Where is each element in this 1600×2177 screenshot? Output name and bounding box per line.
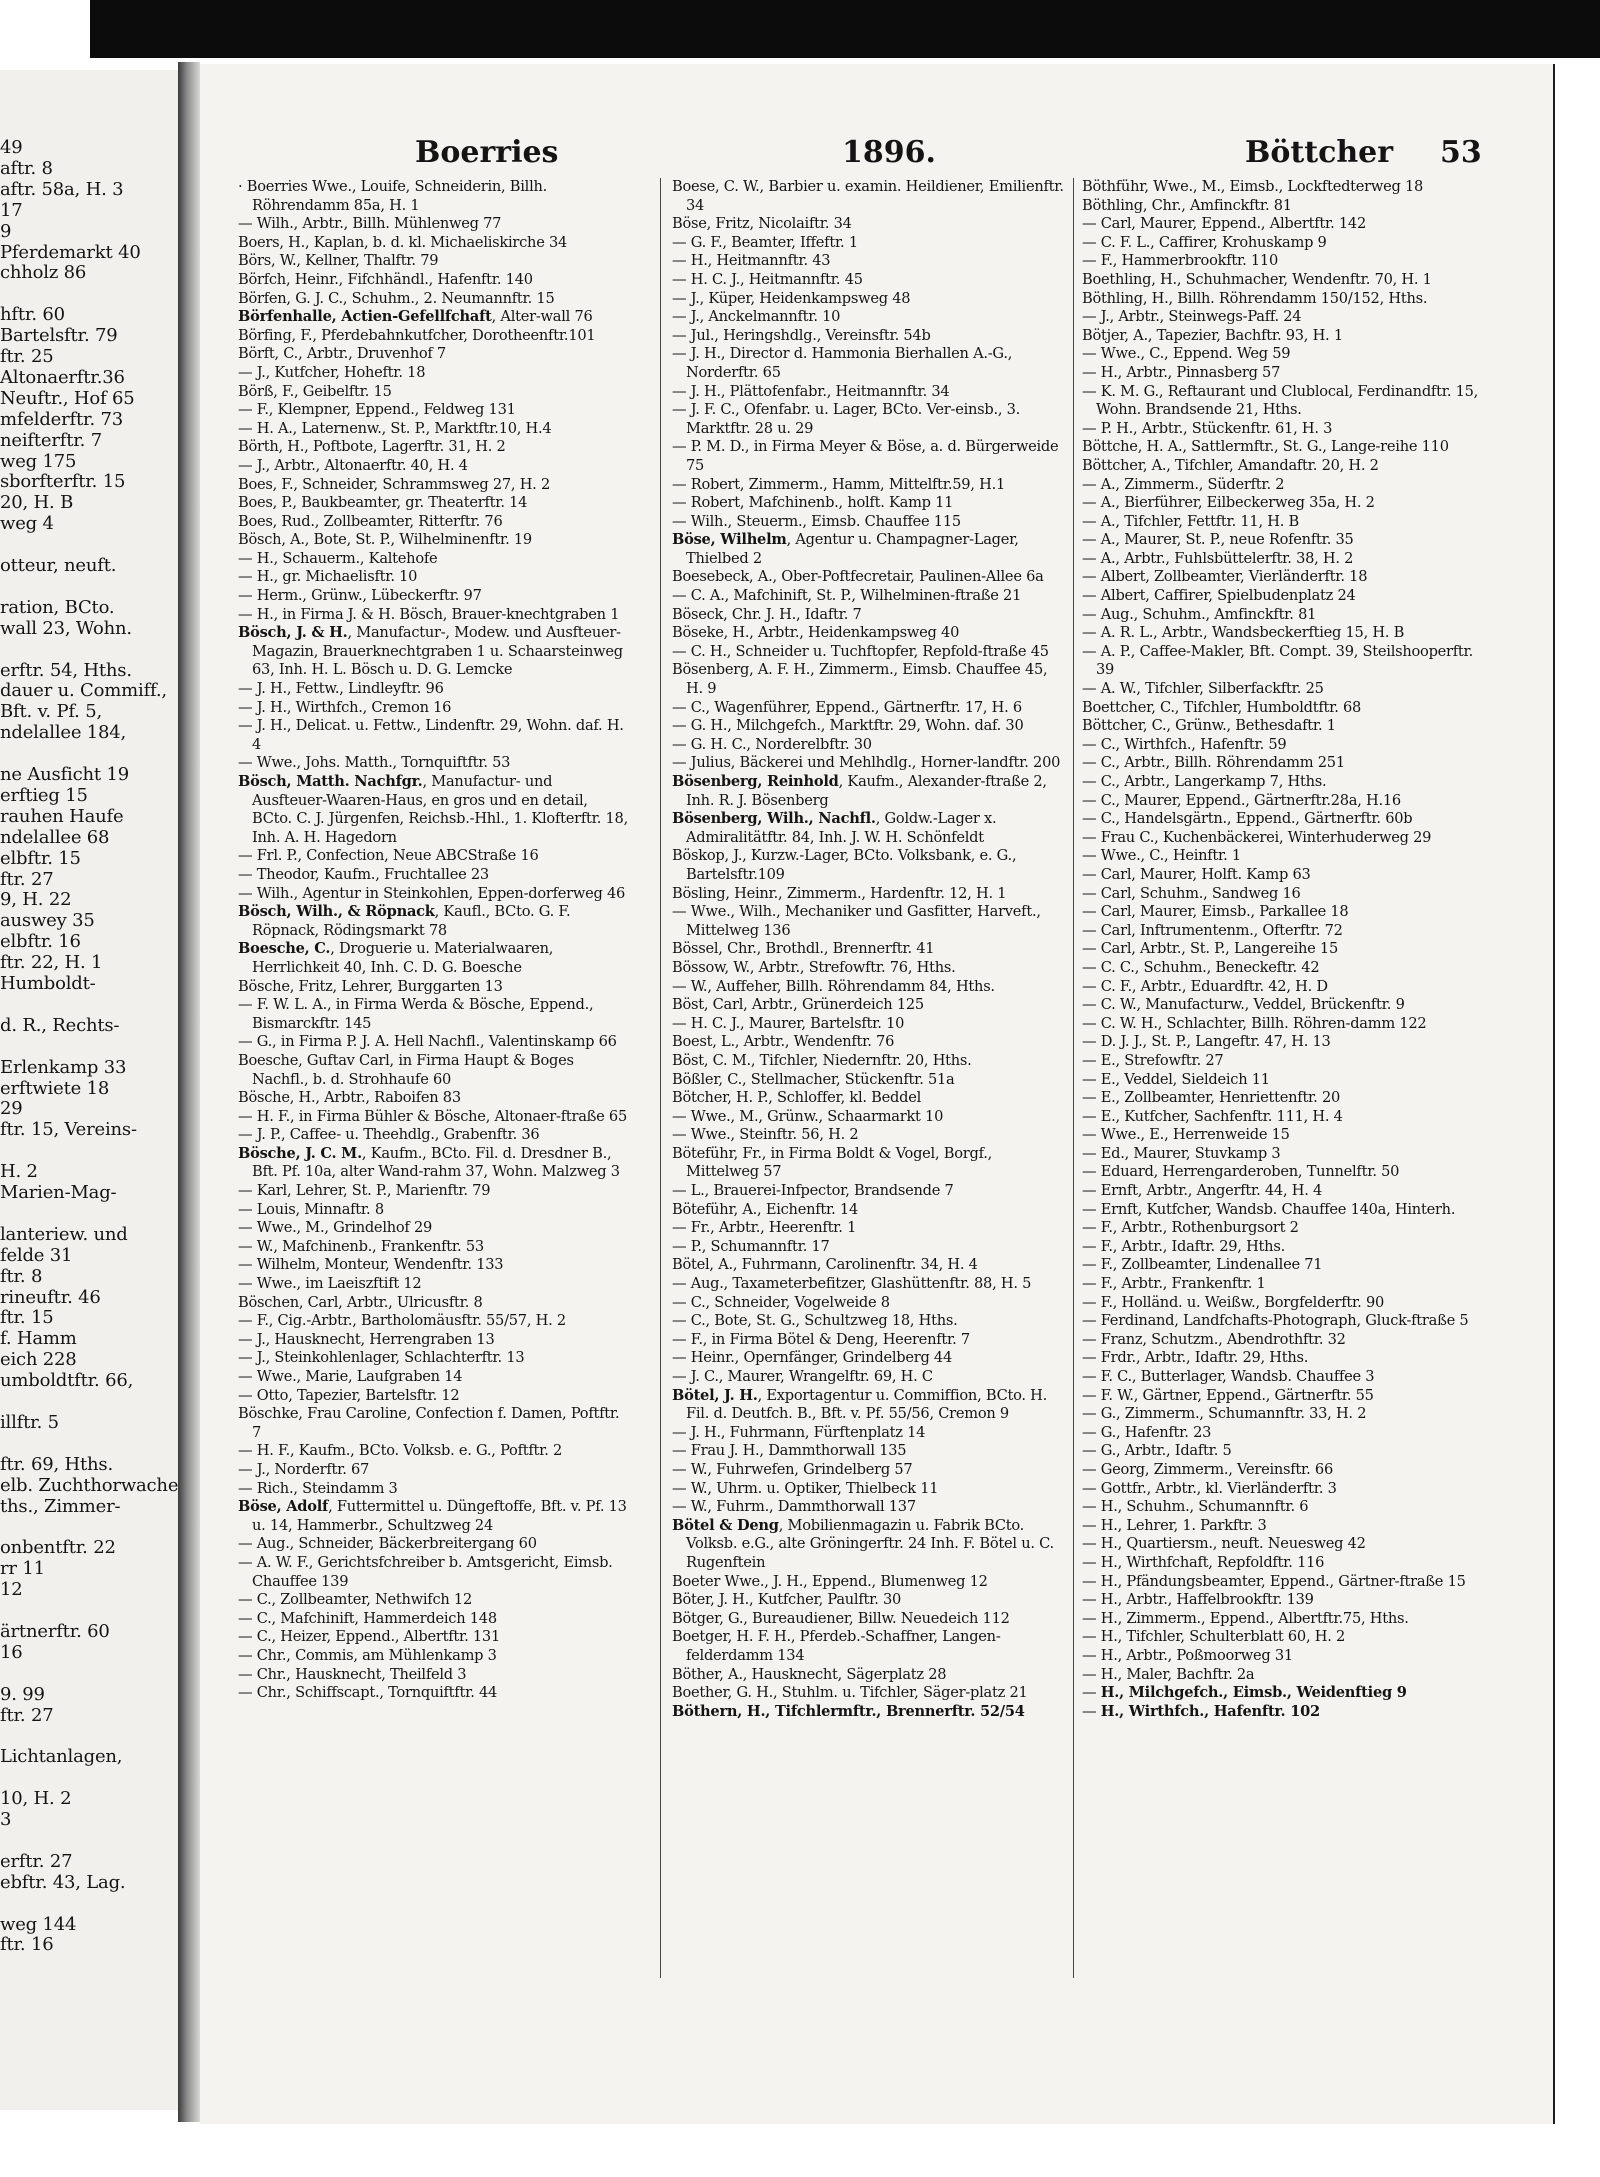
left-page-line: erftieg 15 xyxy=(0,784,88,806)
directory-entry: — C. W. H., Schlachter, Billh. Röhren-damm 122 xyxy=(1082,1014,1427,1032)
left-page-line: 9, H. 22 xyxy=(0,889,72,911)
directory-entry: Böse, Wilhelm, Agentur u. Champagner-Lager, Thielbed 2 xyxy=(672,531,1019,567)
left-page-line: auswey 35 xyxy=(0,910,95,932)
directory-entry: — Wwe., E., Herrenweide 15 xyxy=(1082,1126,1290,1144)
directory-entry: — P. M. D., in Firma Meyer & Böse, a. d. Bürgerweide 75 xyxy=(672,438,1059,474)
directory-entry: Boers, H., Kaplan, b. d. kl. Michaeliskirche 34 xyxy=(238,233,568,251)
directory-entry: — E., Zollbeamter, Henriettenftr. 20 xyxy=(1082,1089,1341,1107)
directory-entry: — J. H., Wirthfch., Cremon 16 xyxy=(238,698,452,716)
left-page-line: aftr. 58a, H. 3 xyxy=(0,178,124,200)
directory-entry: Bösling, Heinr., Zimmerm., Hardenftr. 12, H. 1 xyxy=(672,884,1007,902)
directory-entry: — Frau J. H., Dammthorwall 135 xyxy=(672,1442,907,1460)
directory-entry: — W., Uhrm. u. Optiker, Thielbeck 11 xyxy=(672,1479,939,1497)
directory-entry: — Karl, Lehrer, St. P., Marienftr. 79 xyxy=(238,1182,491,1200)
directory-entry: — H., Wirthfchaft, Repfoldftr. 116 xyxy=(1082,1553,1325,1571)
directory-entry: — F., Arbtr., Idaftr. 29, Hths. xyxy=(1082,1237,1285,1255)
directory-entry: Bötel, A., Fuhrmann, Carolinenftr. 34, H. 4 xyxy=(672,1256,978,1274)
directory-entry: Börß, F., Geibelftr. 15 xyxy=(238,382,392,400)
left-page-line: f. Hamm xyxy=(0,1328,77,1350)
directory-entry: Bösch, A., Bote, St. P., Wilhelminenftr. 19 xyxy=(238,531,532,549)
directory-entry: — F., in Firma Bötel & Deng, Heerenftr. 7 xyxy=(672,1330,970,1348)
directory-entry: — C., Maurer, Eppend., Gärtnerftr.28a, H.16 xyxy=(1082,791,1401,809)
directory-entry: — Wwe., Johs. Matth., Tornquiftftr. 53 xyxy=(238,754,511,772)
directory-entry: Böskop, J., Kurzw.-Lager, BCto. Volksbank, e. G., Bartelsftr.109 xyxy=(672,847,1017,883)
directory-entry: — F., Zollbeamter, Lindenallee 71 xyxy=(1082,1256,1323,1274)
directory-entry: — C., Wirthfch., Hafenftr. 59 xyxy=(1082,735,1287,753)
directory-entry: — Wilh., Agentur in Steinkohlen, Eppen-dorferweg 46 xyxy=(238,884,626,902)
directory-entry: — C., Zollbeamter, Nethwifch 12 xyxy=(238,1591,472,1609)
left-page-line: Bartelsftr. 79 xyxy=(0,325,118,347)
directory-entry: — C., Wagenführer, Eppend., Gärtnerftr. 17, H. 6 xyxy=(672,698,1022,716)
directory-entry: Boesebeck, A., Ober-Poftfecretair, Paulinen-Allee 6a xyxy=(672,568,1044,586)
directory-entry: Börs, W., Kellner, Thalftr. 79 xyxy=(238,252,439,270)
left-page-line: ftr. 15, Vereins- xyxy=(0,1119,137,1141)
directory-entry: — Albert, Zollbeamter, Vierländerftr. 18 xyxy=(1082,568,1368,586)
directory-entry: Bösche, Fritz, Lehrer, Burggarten 13 xyxy=(238,977,503,995)
left-page-line: ftr. 22, H. 1 xyxy=(0,952,103,974)
directory-entry: — C. H., Schneider u. Tuchftopfer, Repfold-ftraße 45 xyxy=(672,642,1049,660)
directory-entry: Börfenhalle, Actien-Gefellfchaft, Alter-wall 76 xyxy=(238,308,593,326)
left-page-line: illftr. 5 xyxy=(0,1411,59,1433)
left-page-line: Lichtanlagen, xyxy=(0,1746,123,1768)
directory-entry: — Carl, Maurer, Holft. Kamp 63 xyxy=(1082,865,1311,883)
directory-entry: — Wwe., M., Grünw., Schaarmarkt 10 xyxy=(672,1107,944,1125)
directory-entry: — C. F. L., Caffirer, Krohuskamp 9 xyxy=(1082,233,1327,251)
directory-entry: Boes, P., Baukbeamter, gr. Theaterftr. 14 xyxy=(238,494,528,512)
column-divider xyxy=(660,178,661,1978)
directory-entry: — H., Wirthfch., Hafenftr. 102 xyxy=(1082,1702,1320,1720)
directory-entry: — Chr., Commis, am Mühlenkamp 3 xyxy=(238,1646,497,1664)
directory-entry: — C., Heizer, Eppend., Albertftr. 131 xyxy=(238,1628,500,1646)
directory-entry: — L., Brauerei-Infpector, Brandsende 7 xyxy=(672,1182,954,1200)
left-page-line: H. 2 xyxy=(0,1161,38,1183)
directory-entry: Böthführ, Wwe., M., Eimsb., Lockftedterweg 18 xyxy=(1082,178,1424,195)
directory-entry: — W., Mafchinenb., Frankenftr. 53 xyxy=(238,1237,484,1255)
left-page-line: umboldtftr. 66, xyxy=(0,1370,134,1392)
directory-entry: — Wwe., Marie, Laufgraben 14 xyxy=(238,1368,463,1385)
directory-entry: Boettcher, C., Tifchler, Humboldtftr. 68 xyxy=(1082,698,1362,716)
left-page-line: Neuftr., Hof 65 xyxy=(0,387,135,409)
left-page-line: ftr. 15 xyxy=(0,1307,54,1329)
directory-entry: Bötel & Deng, Mobilienmagazin u. Fabrik BCto. Volksb. e.G., alte Gröningerftr. 24 Inh. F. Bötel u. C. Rugenftein xyxy=(672,1516,1054,1571)
directory-entry: — G., Zimmerm., Schumannftr. 33, H. 2 xyxy=(1082,1405,1367,1423)
left-page-line: 9 xyxy=(0,220,12,242)
directory-entry: — Carl, Maurer, Eimsb., Parkallee 18 xyxy=(1082,903,1349,921)
directory-entry: — Carl, Inftrumentenm., Ofterftr. 72 xyxy=(1082,921,1343,939)
directory-entry: — G., Arbtr., Idaftr. 5 xyxy=(1082,1442,1232,1460)
left-page-line: ftr. 25 xyxy=(0,346,54,367)
directory-entry: — A. W. F., Gerichtsfchreiber b. Amtsgericht, Eimsb. Chauffee 139 xyxy=(238,1553,613,1590)
directory-entry: — W., Auffeher, Billh. Röhrendamm 84, Hths. xyxy=(672,977,995,995)
directory-entry: — J. P., Caffee- u. Theehdlg., Grabenftr. 36 xyxy=(238,1126,540,1144)
directory-entry: — Wwe., M., Grindelhof 29 xyxy=(238,1219,433,1237)
left-page-line: 9. 99 xyxy=(0,1683,45,1705)
directory-entry: — Robert, Mafchinenb., holft. Kamp 11 xyxy=(672,494,954,512)
directory-entry: — H., Tifchler, Schulterblatt 60, H. 2 xyxy=(1082,1628,1346,1646)
left-page-line: elb. Zuchthorwache xyxy=(0,1474,179,1496)
left-page-line: weg 4 xyxy=(0,513,54,535)
directory-entry: Böttche, H. A., Sattlermftr., St. G., Lange-reihe 110 xyxy=(1082,438,1449,456)
left-page-line: onbentftr. 22 xyxy=(0,1537,116,1559)
left-page-line: lanteriew. und xyxy=(0,1223,128,1245)
directory-entry: — H., Heitmannftr. 43 xyxy=(672,252,831,270)
directory-entry: — Eduard, Herrengarderoben, Tunnelftr. 50 xyxy=(1082,1163,1400,1181)
directory-entry: — Robert, Zimmerm., Hamm, Mittelftr.59, H.1 xyxy=(672,475,1006,493)
left-page-line: 10, H. 2 xyxy=(0,1788,72,1810)
directory-entry: — Louis, Minnaftr. 8 xyxy=(238,1200,384,1218)
directory-entry: — A., Tifchler, Fettftr. 11, H. B xyxy=(1082,512,1299,530)
directory-entry: — G., Hafenftr. 23 xyxy=(1082,1423,1212,1441)
left-page-line: ebftr. 43, Lag. xyxy=(0,1871,126,1893)
directory-entry: — H., Arbtr., Haffelbrookftr. 139 xyxy=(1082,1591,1314,1609)
directory-entry: — F., Arbtr., Rothenburgsort 2 xyxy=(1082,1219,1299,1237)
directory-entry: — H. A., Laternenw., St. P., Marktftr.10, H.4 xyxy=(238,419,552,437)
left-page-line: neifterftr. 7 xyxy=(0,429,102,451)
directory-entry: — K. M. G., Reftaurant und Clublocal, Ferdinandftr. 15, Wohn. Brandsende 21, Hths. xyxy=(1082,382,1479,419)
directory-entry: — F., Hammerbrookftr. 110 xyxy=(1082,252,1278,270)
left-page-line: weg 175 xyxy=(0,450,77,472)
directory-entry: — J. H., Fuhrmann, Fürftenplatz 14 xyxy=(672,1423,926,1441)
directory-entry: — W., Fuhrwefen, Grindelberg 57 xyxy=(672,1460,913,1478)
directory-entry: — A. R. L., Arbtr., Wandsbeckerftieg 15, H. B xyxy=(1082,624,1405,642)
directory-entry: Bösche, J. C. M., Kaufm., BCto. Fil. d. Dresdner B., Bft. Pf. 10a, alter Wand-rahm 37, Wohn. Malzweg 3 xyxy=(238,1144,620,1181)
left-page-line: rineuftr. 46 xyxy=(0,1286,101,1308)
directory-entry: — J., Kutfcher, Hoheftr. 18 xyxy=(238,363,426,381)
directory-entry: — C., Handelsgärtn., Eppend., Gärtnerftr. 60b xyxy=(1082,810,1413,828)
directory-entry: — Fr., Arbtr., Heerenftr. 1 xyxy=(672,1219,857,1237)
directory-entry: — Frdr., Arbtr., Idaftr. 29, Hths. xyxy=(1082,1349,1309,1367)
directory-entry: Bössow, W., Arbtr., Strefowftr. 76, Hths. xyxy=(672,958,956,976)
left-page-line: ths., Zimmer- xyxy=(0,1495,121,1517)
directory-entry: — Carl, Maurer, Eppend., Albertftr. 142 xyxy=(1082,215,1367,233)
left-page-line: ärtnerftr. 60 xyxy=(0,1620,110,1642)
directory-entry: — C. F., Arbtr., Eduardftr. 42, H. D xyxy=(1082,977,1328,995)
directory-entry: — H., Arbtr., Poßmoorweg 31 xyxy=(1082,1646,1293,1664)
directory-entry: — J. H., Delicat. u. Fettw., Lindenftr. 29, Wohn. daf. H. 4 xyxy=(238,717,624,753)
directory-entry: Börfch, Heinr., Fifchhändl., Hafenftr. 140 xyxy=(238,270,533,288)
directory-entry: — A. P., Caffee-Makler, Bft. Compt. 39, Steilshooperftr. 39 xyxy=(1082,642,1474,679)
left-page-line: hftr. 60 xyxy=(0,304,65,326)
left-page-line: elbftr. 16 xyxy=(0,931,81,953)
directory-entry: — E., Kutfcher, Sachfenftr. 111, H. 4 xyxy=(1082,1107,1343,1125)
left-page-line: ftr. 16 xyxy=(0,1934,54,1956)
directory-entry: — J., Steinkohlenlager, Schlachterftr. 13 xyxy=(238,1349,525,1367)
directory-entry: — Jul., Heringshdlg., Vereinsftr. 54b xyxy=(672,326,931,344)
header-left-catchword: Boerries xyxy=(415,135,559,170)
directory-entry: — Julius, Bäckerei und Mehlhdlg., Horner-landftr. 200 xyxy=(672,754,1061,772)
directory-entry: — Frau C., Kuchenbäckerei, Winterhuderweg 29 xyxy=(1082,828,1432,846)
directory-entry: Börfen, G. J. C., Schuhm., 2. Neumannftr. 15 xyxy=(238,289,555,307)
directory-entry: — F., Holländ. u. Weißw., Borgfelderftr. 90 xyxy=(1082,1293,1385,1311)
directory-entry: — D. J. J., St. P., Langeftr. 47, H. 13 xyxy=(1082,1033,1331,1051)
directory-entry: — G. F., Beamter, Iffeftr. 1 xyxy=(672,233,858,251)
directory-entry: Bösch, Wilh., & Röpnack, Kaufl., BCto. G. F. Röpnack, Rödingsmarkt 78 xyxy=(238,903,571,939)
directory-entry: — H., Zimmerm., Eppend., Albertftr.75, Hths. xyxy=(1082,1609,1409,1627)
directory-entry: — Rich., Steindamm 3 xyxy=(238,1479,398,1497)
directory-entry: Boes, Rud., Zollbeamter, Ritterftr. 76 xyxy=(238,512,503,530)
left-page-line: 3 xyxy=(0,1809,12,1830)
directory-entry: — E., Veddel, Sieldeich 11 xyxy=(1082,1070,1270,1088)
directory-entry: — H., Schauerm., Kaltehofe xyxy=(238,549,438,567)
directory-entry: Bösch, J. & H., Manufactur-, Modew. und Ausfteuer-Magazin, Brauerknechtgraben 1 u. Schaarsteinweg 63, Inh. H. L. Bösch u. D. G. Lemcke xyxy=(238,624,623,679)
directory-entry: Böse, Adolf, Futtermittel u. Düngeftoffe, Bft. v. Pf. 13 u. 14, Hammerbr., Schultzweg 24 xyxy=(238,1498,627,1534)
directory-entry: Bötcher, H. P., Schloffer, kl. Beddel xyxy=(672,1089,922,1107)
directory-entry: Böttcher, C., Grünw., Bethesdaftr. 1 xyxy=(1082,717,1336,735)
directory-entry: · Boerries Wwe., Louife, Schneiderin, Billh. Röhrendamm 85a, H. 1 xyxy=(238,178,548,214)
directory-entry: — C., Mafchinift, Hammerdeich 148 xyxy=(238,1609,497,1627)
directory-entry: Bösch, Matth. Nachfgr., Manufactur- und Ausfteuer-Waaren-Haus, en gros und en detail, BCto. C. J. Jürgenfen, Reichsb.-Hhl., 1. Klofterftr. 18, Inh. A. H. Hagedorn xyxy=(238,773,628,846)
book-gutter xyxy=(178,62,200,2122)
left-page-line: ndelallee 68 xyxy=(0,826,110,848)
directory-entry: — Ferdinand, Landfchafts-Photograph, Gluck-ftraße 5 xyxy=(1082,1312,1469,1330)
directory-entry: — J. C., Maurer, Wrangelftr. 69, H. C xyxy=(672,1368,933,1385)
directory-entry: — Herm., Grünw., Lübeckerftr. 97 xyxy=(238,587,482,605)
directory-entry: — H., Lehrer, 1. Parkftr. 3 xyxy=(1082,1516,1267,1534)
directory-entry: Bösenberg, Reinhold, Kaufm., Alexander-ftraße 2, Inh. R. J. Bösenberg xyxy=(672,773,1047,809)
left-page-line: 17 xyxy=(0,199,23,221)
directory-entry: — F., Arbtr., Frankenftr. 1 xyxy=(1082,1275,1266,1293)
directory-entry: Böschke, Frau Caroline, Confection f. Damen, Poftftr. 7 xyxy=(238,1405,620,1441)
scan-shadow-top xyxy=(90,0,1600,58)
directory-entry: Bötjer, A., Tapezier, Bachftr. 93, H. 1 xyxy=(1082,326,1343,344)
left-page-line: 16 xyxy=(0,1641,23,1663)
left-page-line: aftr. 8 xyxy=(0,157,53,179)
left-page-line: ftr. 69, Hths. xyxy=(0,1453,113,1475)
left-page-line: wall 23, Wohn. xyxy=(0,617,132,639)
left-page-line: otteur, neuft. xyxy=(0,555,117,576)
directory-entry: Böseck, Chr. J. H., Idaftr. 7 xyxy=(672,605,862,623)
directory-entry: Bösenberg, A. F. H., Zimmerm., Eimsb. Chauffee 45, H. 9 xyxy=(672,661,1048,698)
directory-entry: Bösenberg, Wilh., Nachfl., Goldw.-Lager x. Admiralitätftr. 84, Inh. J. W. H. Schönfeldt xyxy=(672,810,997,846)
directory-entry: — E., Strefowftr. 27 xyxy=(1082,1051,1224,1069)
directory-entry: — H., Maler, Bachftr. 2a xyxy=(1082,1665,1255,1683)
left-page-line: Bft. v. Pf. 5, xyxy=(0,701,102,723)
directory-entry: Bößler, C., Stellmacher, Stückenftr. 51a xyxy=(672,1070,955,1088)
directory-entry: — Wwe., C., Heinftr. 1 xyxy=(1082,847,1241,865)
left-page-line: weg 144 xyxy=(0,1913,77,1935)
left-page-fragment xyxy=(0,70,180,2110)
directory-entry: — Ernft, Arbtr., Angerftr. 44, H. 4 xyxy=(1082,1182,1323,1200)
directory-entry: — F. W. L. A., in Firma Werda & Bösche, Eppend., Bismarckftr. 145 xyxy=(238,996,594,1032)
left-page-line: 12 xyxy=(0,1579,23,1601)
left-page-line: mfelderftr. 73 xyxy=(0,408,123,430)
directory-entry: — C. A., Mafchinift, St. P., Wilhelminen-ftraße 21 xyxy=(672,587,1022,605)
left-page-line: elbftr. 15 xyxy=(0,847,81,869)
left-page-line: erftwiete 18 xyxy=(0,1077,110,1099)
directory-entry: Böst, Carl, Arbtr., Grünerdeich 125 xyxy=(672,996,924,1014)
left-page-line: Humboldt- xyxy=(0,973,96,994)
left-page-line: 29 xyxy=(0,1098,23,1120)
directory-entry: — Frl. P., Confection, Neue ABCStraße 16 xyxy=(238,847,539,865)
directory-entry: — C., Bote, St. G., Schultzweg 18, Hths. xyxy=(672,1312,958,1330)
left-page-line: sborfterftr. 15 xyxy=(0,471,126,493)
directory-entry: — Aug., Schuhm., Amfinckftr. 81 xyxy=(1082,605,1317,623)
directory-entry: — C., Schneider, Vogelweide 8 xyxy=(672,1293,890,1311)
directory-entry: Boetger, H. F. H., Pferdeb.-Schaffner, Langen-felderdamm 134 xyxy=(672,1628,1001,1664)
directory-entry: — Chr., Hausknecht, Theilfeld 3 xyxy=(238,1665,467,1683)
directory-entry: — P. H., Arbtr., Stückenftr. 61, H. 3 xyxy=(1082,419,1333,437)
directory-entry: — C., Arbtr., Billh. Röhrendamm 251 xyxy=(1082,754,1345,772)
directory-entry: — J., Küper, Heidenkampsweg 48 xyxy=(672,289,911,307)
left-page-line: Erlenkamp 33 xyxy=(0,1056,127,1078)
directory-entry: — F. W., Gärtner, Eppend., Gärtnerftr. 55 xyxy=(1082,1386,1374,1404)
directory-entry: Böse, Fritz, Nicolaiftr. 34 xyxy=(672,215,852,233)
directory-entry: — F. C., Butterlager, Wandsb. Chauffee 3 xyxy=(1082,1368,1375,1385)
directory-entry: Böteführ, Fr., in Firma Boldt & Vogel, Borgf., Mittelweg 57 xyxy=(672,1144,992,1181)
directory-entry: — Otto, Tapezier, Bartelsftr. 12 xyxy=(238,1386,460,1404)
directory-entry: — Wilh., Steuerm., Eimsb. Chauffee 115 xyxy=(672,512,961,530)
directory-entry: — Wilh., Arbtr., Billh. Mühlenweg 77 xyxy=(238,215,502,233)
directory-entry: Bötger, G., Bureaudiener, Billw. Neuedeich 112 xyxy=(672,1609,1010,1627)
left-page-line: erftr. 27 xyxy=(0,1850,73,1872)
left-page-line: Marien-Mag- xyxy=(0,1182,117,1203)
directory-entry: — C. W., Manufacturw., Veddel, Brückenftr. 9 xyxy=(1082,996,1405,1014)
left-page-line: ration, BCto. xyxy=(0,596,115,618)
directory-entry: — Carl, Arbtr., St. P., Langereihe 15 xyxy=(1082,940,1338,958)
directory-entry: — H., Arbtr., Pinnasberg 57 xyxy=(1082,363,1281,381)
directory-entry: — H., in Firma J. & H. Bösch, Brauer-knechtgraben 1 xyxy=(238,605,620,623)
directory-entry: Börfing, F., Pferdebahnkutfcher, Dorotheenftr.101 xyxy=(238,326,596,344)
directory-entry: Boethling, H., Schuhmacher, Wendenftr. 70, H. 1 xyxy=(1082,270,1432,288)
scan-margin-right xyxy=(1555,58,1600,2177)
directory-entry: Böthern, H., Tifchlermftr., Brennerftr. 52/54 xyxy=(672,1702,1025,1720)
left-page-line: Altonaerftr.36 xyxy=(0,366,125,388)
directory-entry: — H. F., in Firma Bühler & Bösche, Altonaer-ftraße 65 xyxy=(238,1107,628,1125)
directory-entry: — A., Zimmerm., Süderftr. 2 xyxy=(1082,475,1285,493)
left-page-line: chholz 86 xyxy=(0,262,87,284)
directory-entry: — Wwe., Wilh., Mechaniker und Gasfitter, Harveft., Mittelweg 136 xyxy=(672,903,1041,939)
directory-entry: Bötel, J. H., Exportagentur u. Commiffion, BCto. H. Fil. d. Deutfch. B., Bft. v. Pf. 55/56, Cremon 9 xyxy=(672,1386,1048,1423)
header-right-catchword: Böttcher xyxy=(1245,135,1394,170)
directory-entry: Böst, C. M., Tifchler, Niedernftr. 20, Hths. xyxy=(672,1051,972,1069)
directory-entry: — Georg, Zimmerm., Vereinsftr. 66 xyxy=(1082,1460,1334,1478)
directory-entry: — F., Cig.-Arbtr., Bartholomäusftr. 55/57, H. 2 xyxy=(238,1312,566,1330)
directory-entry: — H., Milchgefch., Eimsb., Weidenftieg 9 xyxy=(1082,1684,1407,1702)
directory-entry: Böthling, H., Billh. Röhrendamm 150/152, Hths. xyxy=(1082,289,1428,307)
left-page-line: ftr. 27 xyxy=(0,1704,54,1726)
page-number: 53 xyxy=(1440,135,1482,170)
column-divider xyxy=(1073,178,1074,1978)
directory-entry: — Wwe., Steinftr. 56, H. 2 xyxy=(672,1126,859,1144)
directory-entry: — H., Quartiersm., neuft. Neuesweg 42 xyxy=(1082,1535,1366,1553)
directory-entry: — H., gr. Michaelisftr. 10 xyxy=(238,568,418,586)
directory-entry: — H. F., Kaufm., BCto. Volksb. e. G., Poftftr. 2 xyxy=(238,1442,563,1460)
directory-entry: — Franz, Schutzm., Abendrothftr. 32 xyxy=(1082,1330,1346,1348)
directory-entry: — Wwe., im Laeiszftift 12 xyxy=(238,1275,422,1293)
directory-entry: Böschen, Carl, Arbtr., Ulricusftr. 8 xyxy=(238,1293,483,1311)
directory-entry: — W., Fuhrm., Dammthorwall 137 xyxy=(672,1498,916,1516)
left-page-line: Pferdemarkt 40 xyxy=(0,241,141,263)
directory-entry: — J., Norderftr. 67 xyxy=(238,1460,370,1478)
directory-entry: — A. W., Tifchler, Silberfackftr. 25 xyxy=(1082,680,1324,698)
left-page-line: rr 11 xyxy=(0,1558,45,1580)
directory-entry: — H. C. J., Heitmannftr. 45 xyxy=(672,270,863,288)
left-page-line: 20, H. B xyxy=(0,492,74,514)
directory-entry: — Heinr., Opernfänger, Grindelberg 44 xyxy=(672,1349,953,1367)
directory-column-2 xyxy=(672,178,1064,1978)
directory-entry: — Ernft, Kutfcher, Wandsb. Chauffee 140a, Hinterh. xyxy=(1082,1200,1456,1218)
directory-entry: Bössel, Chr., Brothdl., Brennerftr. 41 xyxy=(672,940,935,958)
directory-entry: — Wilhelm, Monteur, Wendenftr. 133 xyxy=(238,1256,504,1274)
directory-entry: — H., Pfändungsbeamter, Eppend., Gärtner-ftraße 15 xyxy=(1082,1572,1466,1590)
directory-entry: Böther, A., Hausknecht, Sägerplatz 28 xyxy=(672,1665,947,1683)
directory-entry: — H., Schuhm., Schumannftr. 6 xyxy=(1082,1498,1309,1516)
directory-entry: — J., Hausknecht, Herrengraben 13 xyxy=(238,1330,495,1348)
left-page-line: 49 xyxy=(0,137,23,158)
directory-entry: — P., Schumannftr. 17 xyxy=(672,1237,830,1255)
directory-entry: — Wwe., C., Eppend. Weg 59 xyxy=(1082,345,1291,363)
directory-entry: — C. C., Schuhm., Beneckeftr. 42 xyxy=(1082,958,1320,976)
directory-entry: Boether, G. H., Stuhlm. u. Tifchler, Säger-platz 21 xyxy=(672,1684,1028,1702)
left-page-line: felde 31 xyxy=(0,1244,73,1266)
left-page-line: ndelallee 184, xyxy=(0,722,127,744)
directory-entry: — A., Maurer, St. P., neue Rofenftr. 35 xyxy=(1082,531,1354,549)
directory-entry: — G. H. C., Norderelbftr. 30 xyxy=(672,735,872,753)
directory-entry: — A., Bierführer, Eilbeckerweg 35a, H. 2 xyxy=(1082,494,1375,512)
directory-entry: — G. H., Milchgefch., Marktftr. 29, Wohn. daf. 30 xyxy=(672,717,1024,735)
directory-entry: Boesche, Guftav Carl, in Firma Haupt & Boges Nachfl., b. d. Strohhaufe 60 xyxy=(238,1051,574,1088)
directory-entry: — J. H., Plättofenfabr., Heitmannftr. 34 xyxy=(672,382,950,400)
directory-entry: Boest, L., Arbtr., Wendenftr. 76 xyxy=(672,1033,895,1051)
directory-entry: Böthling, Chr., Amfinckftr. 81 xyxy=(1082,196,1292,214)
directory-entry: Boese, C. W., Barbier u. examin. Heildiener, Emilienftr. 34 xyxy=(672,178,1064,214)
left-page-line: ftr. 27 xyxy=(0,868,54,890)
left-page-line: ftr. 8 xyxy=(0,1265,43,1287)
directory-entry: Boes, F., Schneider, Schrammsweg 27, H. 2 xyxy=(238,475,550,493)
directory-entry: — J. H., Fettw., Lindleyftr. 96 xyxy=(238,680,444,698)
directory-column-1 xyxy=(238,178,630,1978)
left-page-line: eich 228 xyxy=(0,1349,77,1371)
directory-entry: — J., Arbtr., Steinwegs-Paff. 24 xyxy=(1082,308,1302,326)
directory-column-3 xyxy=(1082,178,1482,1978)
left-page-line: ne Ausficht 19 xyxy=(0,764,129,785)
header-year: 1896. xyxy=(842,135,936,170)
directory-entry: — J., Arbtr., Altonaerftr. 40, H. 4 xyxy=(238,456,468,474)
left-page-line: erftr. 54, Hths. xyxy=(0,659,132,681)
directory-entry: — F., Klempner, Eppend., Feldweg 131 xyxy=(238,401,516,419)
directory-entry: Bösche, H., Arbtr., Raboifen 83 xyxy=(238,1089,461,1107)
directory-entry: — Theodor, Kaufm., Fruchtallee 23 xyxy=(238,865,489,883)
directory-entry: — J., Anckelmannftr. 10 xyxy=(672,308,841,326)
directory-entry: Boesche, C., Droguerie u. Materialwaaren, Herrlichkeit 40, Inh. C. D. G. Boesche xyxy=(238,940,554,976)
directory-entry: — Aug., Schneider, Bäckerbreitergang 60 xyxy=(238,1535,537,1553)
directory-entry: — Albert, Caffirer, Spielbudenplatz 24 xyxy=(1082,587,1356,605)
directory-entry: — J. F. C., Ofenfabr. u. Lager, BCto. Ver-einsb., 3. Marktftr. 28 u. 29 xyxy=(672,401,1021,437)
left-page-line: dauer u. Commiff., xyxy=(0,680,167,702)
directory-entry: — J. H., Director d. Hammonia Bierhallen A.-G., Norderftr. 65 xyxy=(672,345,1013,381)
directory-entry: Böseke, H., Arbtr., Heidenkampsweg 40 xyxy=(672,624,960,642)
directory-entry: — Gottfr., Arbtr., kl. Vierländerftr. 3 xyxy=(1082,1479,1337,1497)
directory-entry: Börth, H., Poftbote, Lagerftr. 31, H. 2 xyxy=(238,438,506,456)
left-page-line: d. R., Rechts- xyxy=(0,1014,120,1036)
left-page-line: rauhen Haufe xyxy=(0,805,124,827)
directory-entry: — H. C. J., Maurer, Bartelsftr. 10 xyxy=(672,1014,905,1032)
directory-entry: — Carl, Schuhm., Sandweg 16 xyxy=(1082,884,1301,902)
directory-entry: Börft, C., Arbtr., Druvenhof 7 xyxy=(238,345,446,363)
directory-entry: Boeter Wwe., J. H., Eppend., Blumenweg 12 xyxy=(672,1572,988,1590)
directory-entry: — A., Arbtr., Fuhlsbüttelerftr. 38, H. 2 xyxy=(1082,549,1354,567)
directory-entry: Böteführ, A., Eichenftr. 14 xyxy=(672,1200,858,1218)
directory-entry: Böter, J. H., Kutfcher, Paulftr. 30 xyxy=(672,1591,902,1609)
directory-entry: — Aug., Taxameterbefitzer, Glashüttenftr. 88, H. 5 xyxy=(672,1275,1032,1293)
directory-entry: Böttcher, A., Tifchler, Amandaftr. 20, H. 2 xyxy=(1082,456,1379,474)
directory-entry: — Ed., Maurer, Stuvkamp 3 xyxy=(1082,1144,1281,1162)
directory-entry: — G., in Firma P. J. A. Hell Nachfl., Valentinskamp 66 xyxy=(238,1033,617,1051)
directory-entry: — Chr., Schiffscapt., Tornquiftftr. 44 xyxy=(238,1684,498,1702)
directory-entry: — C., Arbtr., Langerkamp 7, Hths. xyxy=(1082,773,1327,790)
